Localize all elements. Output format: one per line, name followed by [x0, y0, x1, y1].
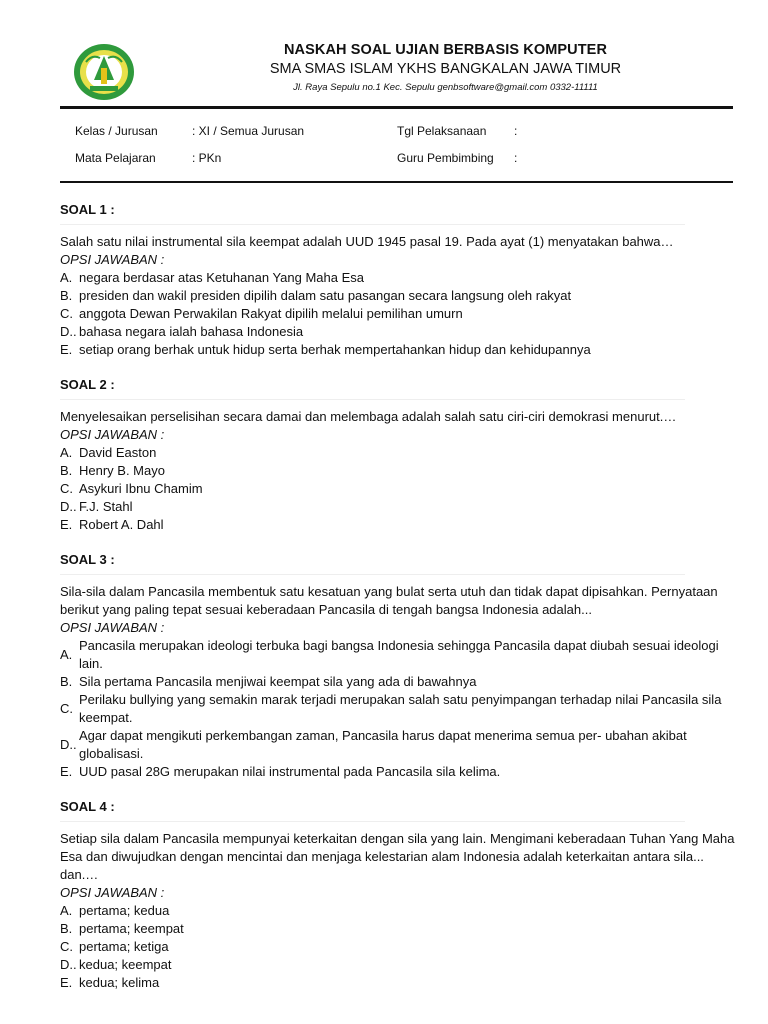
- option-letter: C.: [60, 481, 73, 496]
- question-2: [60, 375, 740, 534]
- option-d[interactable]: [60, 727, 740, 763]
- option-text: Agar dapat mengikuti perkembangan zaman, Pancasila harus dapat menerima semua per- ubahan akibat globalisasi.: [79, 728, 687, 761]
- option-b[interactable]: [60, 673, 740, 691]
- option-letter: A.: [60, 445, 73, 460]
- options-label: OPSI JAWABAN :: [60, 252, 165, 267]
- mapel-value: : PKn: [192, 151, 222, 165]
- option-text: presiden dan wakil presiden dipilih dalam satu pasangan secara langsung oleh rakyat: [79, 288, 572, 303]
- question-heading: SOAL 3 :: [60, 550, 685, 575]
- options-label: OPSI JAWABAN :: [60, 620, 165, 635]
- option-d[interactable]: [60, 323, 740, 341]
- option-letter: D..: [60, 324, 77, 339]
- option-text: Asykuri Ibnu Chamim: [79, 481, 203, 496]
- option-e[interactable]: [60, 516, 740, 534]
- option-d[interactable]: [60, 956, 740, 974]
- option-text: negara berdasar atas Ketuhanan Yang Maha Esa: [79, 270, 365, 285]
- option-letter: B.: [60, 921, 73, 936]
- kelas-value: : XI / Semua Jurusan: [192, 124, 305, 138]
- option-letter: A.: [60, 647, 73, 662]
- question-3: [60, 550, 740, 781]
- option-text: Perilaku bullying yang semakin marak terjadi merupakan salah satu penyimpangan terhadap nilai Pancasila sila keempat.: [79, 692, 722, 725]
- option-letter: B.: [60, 288, 73, 303]
- tgl-label: Tgl Pelaksanaan: [397, 124, 487, 138]
- question-text: Menyelesaikan perselisihan secara damai dan melembaga adalah salah satu ciri-ciri demokrasi menurut.…: [60, 409, 677, 424]
- option-text: Sila pertama Pancasila menjiwai keempat sila yang ada di bawahnya: [79, 674, 477, 689]
- exam-info: [0, 0, 768, 180]
- option-e[interactable]: [60, 763, 740, 781]
- question-text: Setiap sila dalam Pancasila mempunyai keterkaitan dengan sila yang lain. Mengimani keberadaan Tuhan Yang Maha Esa dan diwujudkan dengan mencintai dan menjaga kelestarian alam Indonesia adalah keterkaitan antara sila... dan.…: [60, 831, 735, 882]
- question-text: Salah satu nilai instrumental sila keempat adalah UUD 1945 pasal 19. Pada ayat (1) menyatakan bahwa…: [60, 234, 674, 249]
- option-letter: C.: [60, 939, 73, 954]
- question-heading: SOAL 4 :: [60, 797, 685, 822]
- guru-value: :: [514, 151, 518, 165]
- option-letter: D..: [60, 737, 77, 752]
- option-letter: C.: [60, 306, 73, 321]
- option-letter: E.: [60, 342, 73, 357]
- option-b[interactable]: [60, 287, 740, 305]
- option-letter: B.: [60, 674, 73, 689]
- school-name: SMA SMAS ISLAM YKHS BANGKALAN JAWA TIMUR: [269, 61, 622, 77]
- option-text: kedua; kelima: [79, 975, 160, 990]
- question-heading: SOAL 1 :: [60, 200, 685, 225]
- option-text: pertama; kedua: [79, 903, 170, 918]
- option-text: anggota Dewan Perwakilan Rakyat dipilih melalui pemilihan umurn: [79, 306, 463, 321]
- option-text: David Easton: [79, 445, 157, 460]
- option-a[interactable]: [60, 444, 740, 462]
- option-e[interactable]: [60, 974, 740, 992]
- option-letter: A.: [60, 903, 73, 918]
- option-c[interactable]: [60, 691, 740, 727]
- option-text: Henry B. Mayo: [79, 463, 165, 478]
- option-b[interactable]: [60, 920, 740, 938]
- option-letter: D..: [60, 957, 77, 972]
- school-address: Jl. Raya Sepulu no.1 Kec. Sepulu genbsoftware@gmail.com 0332-11111: [293, 82, 598, 93]
- option-letter: B.: [60, 463, 73, 478]
- option-letter: E.: [60, 517, 73, 532]
- question-4: [60, 797, 740, 992]
- question-1: [60, 200, 740, 359]
- option-c[interactable]: [60, 480, 740, 498]
- option-a[interactable]: [60, 269, 740, 287]
- question-list: [60, 200, 740, 1008]
- option-c[interactable]: [60, 938, 740, 956]
- option-text: F.J. Stahl: [79, 499, 133, 514]
- option-text: kedua; keempat: [79, 957, 172, 972]
- option-text: UUD pasal 28G merupakan nilai instrumental pada Pancasila sila kelima.: [79, 764, 501, 779]
- question-heading: SOAL 2 :: [60, 375, 685, 400]
- tgl-value: :: [514, 124, 518, 138]
- option-text: Pancasila merupakan ideologi terbuka bagi bangsa Indonesia sehingga Pancasila dapat diubah sesuai ideologi lain.: [79, 638, 719, 671]
- option-a[interactable]: [60, 637, 740, 673]
- option-letter: A.: [60, 270, 73, 285]
- option-text: Robert A. Dahl: [79, 517, 164, 532]
- option-letter: E.: [60, 764, 73, 779]
- mapel-label: Mata Pelajaran: [75, 151, 156, 165]
- document-title: NASKAH SOAL UJIAN BERBASIS KOMPUTER: [283, 42, 608, 58]
- kelas-label: Kelas / Jurusan: [75, 124, 158, 138]
- options-label: OPSI JAWABAN :: [60, 427, 165, 442]
- options-label: OPSI JAWABAN :: [60, 885, 165, 900]
- option-letter: C.: [60, 701, 73, 716]
- option-text: bahasa negara ialah bahasa Indonesia: [79, 324, 304, 339]
- option-letter: D..: [60, 499, 77, 514]
- option-e[interactable]: [60, 341, 740, 359]
- option-a[interactable]: [60, 902, 740, 920]
- option-b[interactable]: [60, 462, 740, 480]
- guru-label: Guru Pembimbing: [397, 151, 494, 165]
- info-divider: [60, 181, 733, 183]
- option-d[interactable]: [60, 498, 740, 516]
- option-letter: E.: [60, 975, 73, 990]
- option-text: setiap orang berhak untuk hidup serta berhak mempertahankan hidup dan kehidupannya: [79, 342, 591, 357]
- option-text: pertama; keempat: [79, 921, 184, 936]
- option-text: pertama; ketiga: [79, 939, 169, 954]
- option-c[interactable]: [60, 305, 740, 323]
- question-text: Sila-sila dalam Pancasila membentuk satu kesatuan yang bulat serta utuh dan tidak dapat dipisahkan. Pernyataan berikut yang paling tepat sesuai keberadaan Pancasila di tengah bangsa Indonesia adalah...: [60, 584, 718, 617]
